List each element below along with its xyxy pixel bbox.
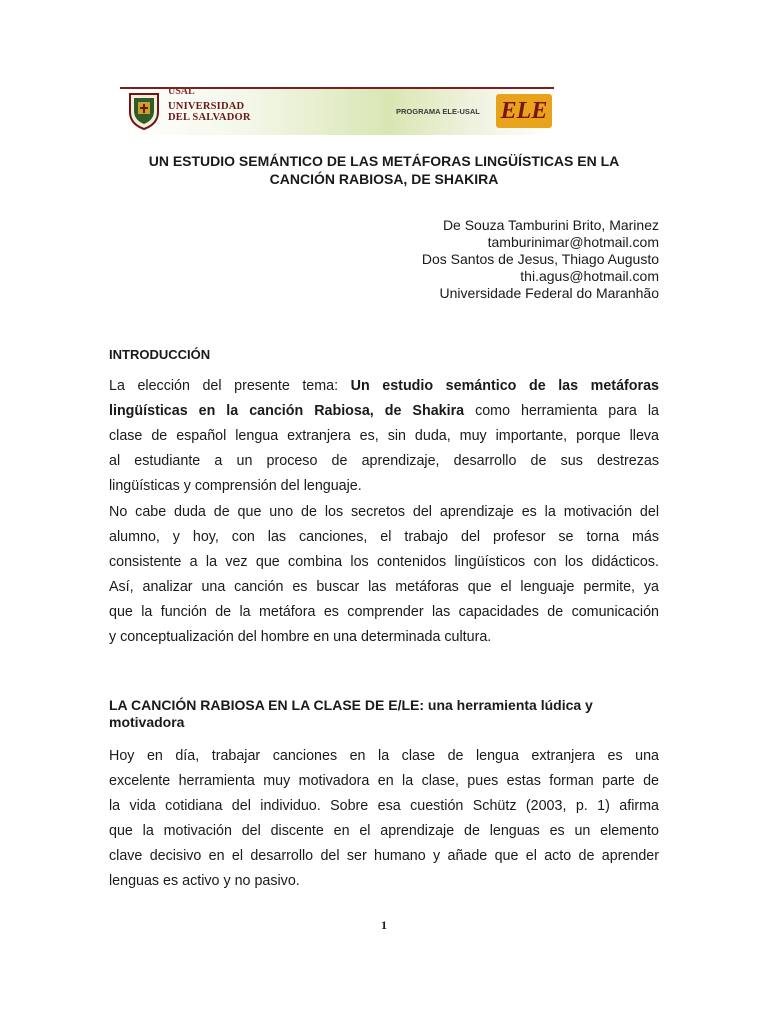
heading-line-2: motivadora bbox=[109, 714, 185, 730]
page-number: 1 bbox=[381, 918, 387, 932]
paragraph-line: clave decisivo en el desarrollo del ser humano y añade que el acto de aprender bbox=[109, 848, 659, 864]
paragraph-line: excelente herramienta muy motivadora en la clase, pues estas forman parte de bbox=[109, 773, 659, 789]
usal-abbreviation: USAL bbox=[168, 86, 195, 97]
paragraph-line: lenguas es activo y no pasivo. bbox=[109, 873, 300, 889]
ele-logo: ELE bbox=[496, 94, 552, 128]
heading-line-1: LA CANCIÓN RABIOSA EN LA CLASE DE E/LE: una herramienta lúdica y bbox=[109, 697, 593, 713]
paragraph-1 bbox=[109, 374, 659, 499]
program-label: PROGRAMA ELE-USAL bbox=[396, 107, 480, 116]
bold-text-run: lingüísticas en la canción Rabiosa, de Shakira bbox=[109, 403, 465, 419]
paragraph-3 bbox=[109, 744, 659, 894]
paragraph-line: clase de español lengua extranjera es, sin duda, muy importante, porque lleva bbox=[109, 428, 659, 444]
university-crest-icon bbox=[128, 92, 160, 130]
paragraph-line: Hoy en día, trabajar canciones en la clase de lengua extranjera es una bbox=[109, 748, 659, 764]
paragraph-line: que la motivación del discente en el aprendizaje de lenguas es un elemento bbox=[109, 823, 659, 839]
text-run: La elección del presente tema: bbox=[109, 378, 351, 394]
paragraph-line: y conceptualización del hombre en una determinada cultura. bbox=[109, 629, 492, 645]
bold-text-run: Un estudio semántico de las metáforas bbox=[350, 378, 659, 394]
paragraph-line: alumno, y hoy, con las canciones, el trabajo del profesor se torna más bbox=[109, 529, 659, 545]
paragraph-line: al estudiante a un proceso de aprendizaje, desarrollo de sus destrezas bbox=[109, 453, 659, 469]
author-affiliation: Universidade Federal do Maranhão bbox=[439, 285, 659, 301]
university-name bbox=[168, 101, 251, 123]
text-run: como herramienta para la bbox=[464, 403, 659, 419]
paragraph-line: Así, analizar una canción es buscar las metáforas que el lenguaje permite, ya bbox=[109, 579, 659, 595]
title-line-1: UN ESTUDIO SEMÁNTICO DE LAS METÁFORAS LINGÜÍSTICAS EN LA bbox=[148, 153, 620, 169]
section-heading-introduction: INTRODUCCIÓN bbox=[109, 347, 211, 362]
paragraph-line: la vida cotidiana del individuo. Sobre esa cuestión Schütz (2003, p. 1) afirma bbox=[109, 798, 659, 814]
paragraph-line: que la función de la metáfora es comprender las capacidades de comunicación bbox=[109, 604, 659, 620]
paragraph-line: consistente a la vez que combina los contenidos lingüísticos con los didácticos. bbox=[109, 554, 659, 570]
author-block bbox=[330, 217, 659, 302]
paragraph-line bbox=[109, 374, 659, 399]
author-line: De Souza Tamburini Brito, Marinez bbox=[442, 217, 659, 233]
paragraph-line: No cabe duda de que uno de los secretos del aprendizaje es la motivación del bbox=[109, 504, 659, 520]
header-banner bbox=[120, 87, 554, 135]
university-name-line1: UNIVERSIDAD bbox=[168, 101, 245, 112]
paragraph-line bbox=[109, 399, 659, 424]
section-heading-cancion bbox=[109, 697, 657, 731]
title-line-2: CANCIÓN RABIOSA, DE SHAKIRA bbox=[269, 171, 499, 187]
author-email: tamburinimar@hotmail.com bbox=[487, 234, 659, 250]
document-title bbox=[100, 152, 668, 188]
paragraph-2 bbox=[109, 500, 659, 650]
author-line: Dos Santos de Jesus, Thiago Augusto bbox=[421, 251, 659, 267]
paragraph-line: lingüísticas y comprensión del lenguaje. bbox=[109, 478, 362, 494]
university-name-line2: DEL SALVADOR bbox=[168, 112, 251, 123]
author-email: thi.agus@hotmail.com bbox=[520, 268, 659, 284]
